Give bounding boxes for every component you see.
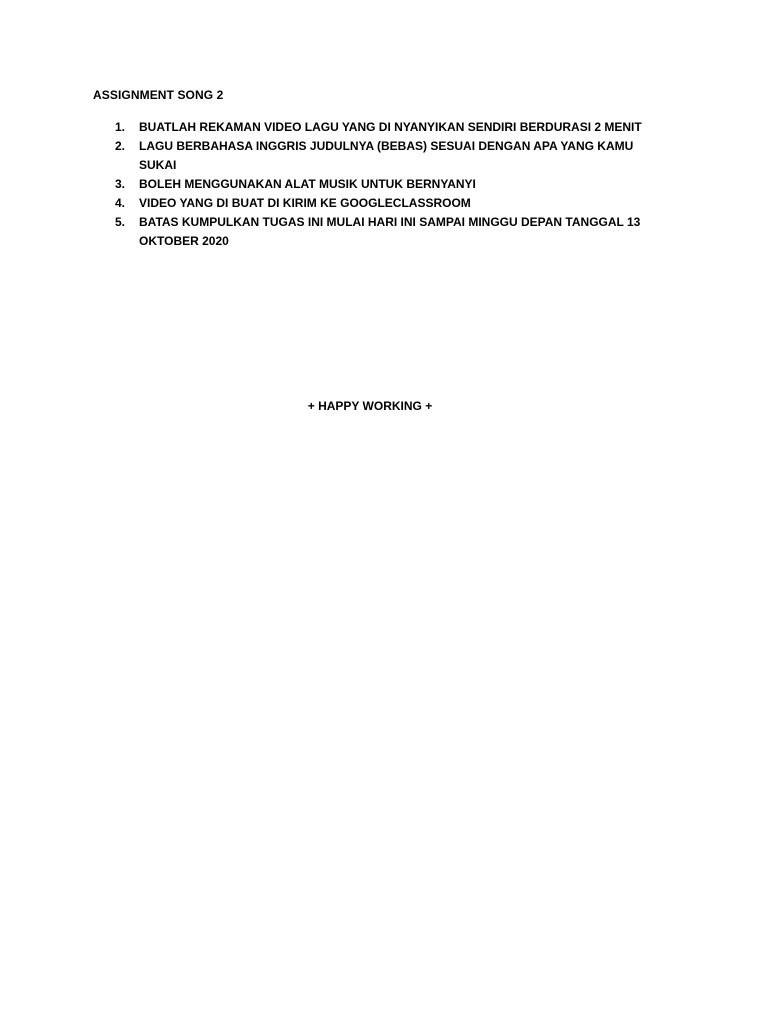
list-item-number: 3. [115,177,126,191]
list-item [93,194,673,213]
list-item-text: LAGU BERBAHASA INGGRIS JUDULNYA (BEBAS) SESUAI DENGAN APA YANG KAMU SUKAI [139,139,634,172]
list-item [93,118,673,137]
list-item-text: BOLEH MENGGUNAKAN ALAT MUSIK UNTUK BERNYANYI [139,177,476,191]
list-item-number: 2. [115,139,126,153]
list-item-number: 1. [115,120,126,134]
document-title: ASSIGNMENT SONG 2 [93,88,224,102]
list-item-number: 4. [115,196,126,210]
list-item-text: BATAS KUMPULKAN TUGAS INI MULAI HARI INI SAMPAI MINGGU DEPAN TANGGAL 13 OKTOBER 2020 [139,215,641,248]
list-item [93,175,673,194]
list-item [93,213,673,251]
list-item-text: VIDEO YANG DI BUAT DI KIRIM KE GOOGLECLASSROOM [139,196,471,210]
list-item-text: BUATLAH REKAMAN VIDEO LAGU YANG DI NYANYIKAN SENDIRI BERDURASI 2 MENIT [139,120,642,134]
instruction-list [93,118,673,251]
closing-message: + HAPPY WORKING + [307,399,433,413]
list-item-number: 5. [115,215,126,229]
list-item [93,137,673,175]
